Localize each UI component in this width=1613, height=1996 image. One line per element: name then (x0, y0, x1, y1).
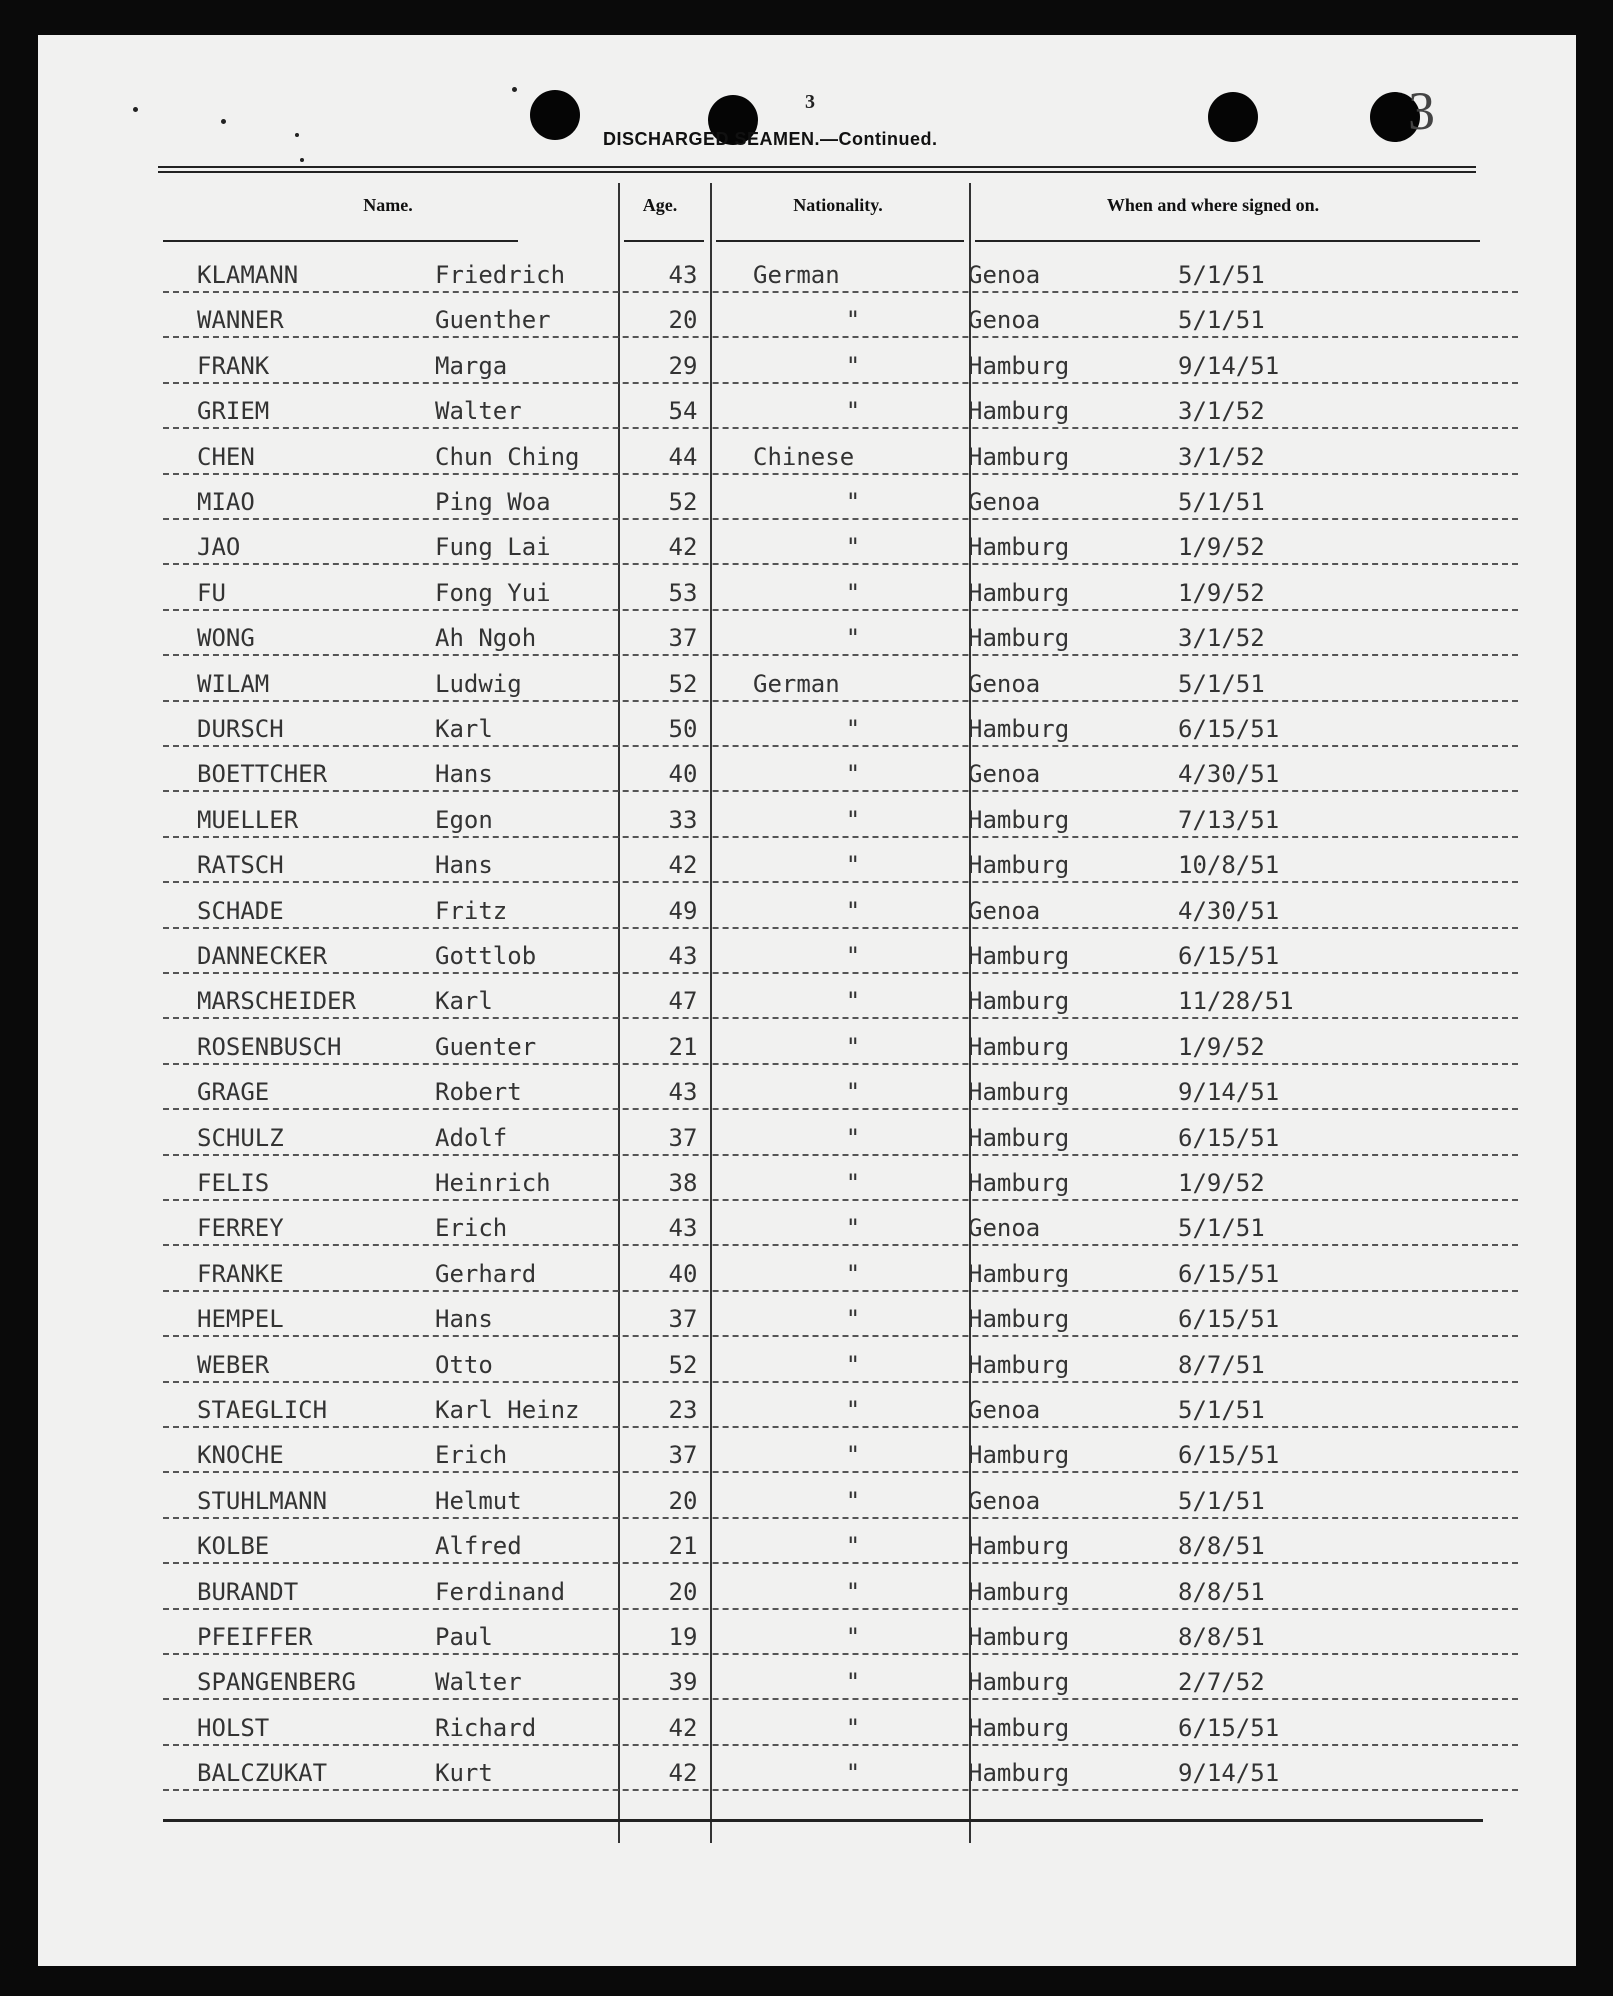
signed-on-port: Hamburg (968, 1350, 1070, 1379)
given-name: Helmut (435, 1486, 522, 1515)
signed-on-port: Hamburg (968, 1623, 1070, 1651)
signed-on-date: 6/15/51 (1178, 942, 1280, 970)
given-name: Karl Heinz (435, 1396, 580, 1424)
signed-on-date: 3/1/52 (1178, 442, 1265, 471)
age: 42 (668, 1713, 698, 1742)
age: 43 (668, 261, 698, 289)
signed-on-date: 6/15/51 (1178, 715, 1280, 743)
nationality: " (845, 1441, 861, 1470)
age: 52 (668, 1350, 698, 1379)
age: 42 (668, 533, 698, 562)
surname: FRANK (197, 351, 270, 380)
table-row (163, 1481, 1518, 1519)
document-page (38, 35, 1576, 1966)
nationality: Chinese (753, 442, 855, 471)
nationality: " (845, 1396, 861, 1424)
age: 40 (668, 760, 698, 789)
signed-on-port: Hamburg (968, 851, 1070, 880)
nationality: German (753, 669, 840, 698)
age: 52 (668, 669, 698, 698)
given-name: Erich (435, 1214, 508, 1243)
nationality: " (845, 1032, 861, 1061)
signed-on-port: Hamburg (968, 805, 1070, 834)
nationality: German (753, 261, 840, 289)
signed-on-date: 1/9/52 (1178, 533, 1265, 562)
nationality: " (845, 488, 861, 516)
age: 37 (668, 1305, 698, 1334)
signed-on-date: 8/8/51 (1178, 1623, 1265, 1651)
given-name: Ludwig (435, 669, 522, 698)
table-row (163, 573, 1518, 611)
nationality: " (845, 306, 861, 335)
signed-on-date: 8/7/51 (1178, 1350, 1265, 1379)
punch-hole (530, 90, 580, 140)
nationality: " (845, 624, 861, 653)
signed-on-port: Hamburg (968, 624, 1070, 653)
signed-on-date: 6/15/51 (1178, 1305, 1280, 1334)
surname: WILAM (197, 669, 270, 698)
surname: FELIS (197, 1169, 270, 1197)
signed-on-date: 3/1/52 (1178, 624, 1265, 653)
table-row (163, 1572, 1518, 1610)
nationality: " (845, 1078, 861, 1107)
signed-on-port: Genoa (968, 1214, 1041, 1243)
given-name: Erich (435, 1441, 508, 1470)
given-name: Fong Yui (435, 578, 551, 607)
signed-on-date: 8/8/51 (1178, 1532, 1265, 1561)
nationality: " (845, 1577, 861, 1606)
given-name: Karl (435, 715, 493, 743)
nationality: " (845, 1623, 861, 1651)
given-name: Guenther (435, 306, 551, 335)
surname: RATSCH (197, 851, 284, 880)
age: 19 (668, 1623, 698, 1651)
surname: STUHLMANN (197, 1486, 328, 1515)
nationality: " (845, 351, 861, 380)
nationality: " (845, 1350, 861, 1379)
table-row (163, 1345, 1518, 1383)
table-row (163, 1435, 1518, 1473)
speck (295, 133, 299, 137)
table-row (163, 1027, 1518, 1065)
given-name: Marga (435, 351, 508, 380)
age: 50 (668, 715, 698, 743)
table-row (163, 1072, 1518, 1110)
nationality: " (845, 805, 861, 834)
nationality: " (845, 715, 861, 743)
surname: HEMPEL (197, 1305, 284, 1334)
signed-on-date: 1/9/52 (1178, 1032, 1265, 1061)
signed-on-date: 11/28/51 (1178, 987, 1294, 1016)
table-row (163, 255, 1518, 293)
age: 43 (668, 1214, 698, 1243)
surname: BOETTCHER (197, 760, 328, 789)
age: 54 (668, 397, 698, 426)
given-name: Heinrich (435, 1169, 551, 1197)
age: 53 (668, 578, 698, 607)
signed-on-port: Hamburg (968, 1577, 1070, 1606)
given-name: Gerhard (435, 1259, 537, 1288)
given-name: Ping Woa (435, 488, 551, 516)
nationality: " (845, 1532, 861, 1561)
signed-on-date: 5/1/51 (1178, 669, 1265, 698)
given-name: Friedrich (435, 261, 566, 289)
header-rule-top (158, 166, 1476, 168)
column-header-underline (975, 240, 1480, 242)
given-name: Richard (435, 1713, 537, 1742)
table-row (163, 618, 1518, 656)
surname: KNOCHE (197, 1441, 284, 1470)
table-row (163, 300, 1518, 338)
table-row (163, 664, 1518, 702)
signed-on-date: 2/7/52 (1178, 1668, 1265, 1697)
table-row (163, 1299, 1518, 1337)
age: 23 (668, 1396, 698, 1424)
signed-on-port: Hamburg (968, 987, 1070, 1016)
corner-mark: 3 (1408, 81, 1435, 141)
table-row (163, 1662, 1518, 1700)
age: 20 (668, 1486, 698, 1515)
surname: GRAGE (197, 1078, 270, 1107)
nationality: " (845, 1123, 861, 1152)
given-name: Guenter (435, 1032, 537, 1061)
age: 49 (668, 896, 698, 925)
table-bottom-rule (163, 1819, 1483, 1822)
nationality: " (845, 851, 861, 880)
age: 47 (668, 987, 698, 1016)
table-row (163, 391, 1518, 429)
nationality: " (845, 1305, 861, 1334)
surname: MARSCHEIDER (197, 987, 356, 1016)
surname: MUELLER (197, 805, 299, 834)
surname: JAO (197, 533, 241, 562)
age: 39 (668, 1668, 698, 1697)
surname: KOLBE (197, 1532, 270, 1561)
signed-on-port: Hamburg (968, 397, 1070, 426)
signed-on-date: 10/8/51 (1178, 851, 1280, 880)
signed-on-date: 6/15/51 (1178, 1123, 1280, 1152)
signed-on-port: Hamburg (968, 1078, 1070, 1107)
table-row (163, 709, 1518, 747)
given-name: Gottlob (435, 942, 537, 970)
age: 43 (668, 942, 698, 970)
surname: WANNER (197, 306, 284, 335)
signed-on-port: Hamburg (968, 1259, 1070, 1288)
table-row (163, 1254, 1518, 1292)
signed-on-port: Genoa (968, 306, 1041, 335)
surname: KLAMANN (197, 261, 299, 289)
surname: FERREY (197, 1214, 284, 1243)
given-name: Adolf (435, 1123, 508, 1152)
table-row (163, 1390, 1518, 1428)
given-name: Hans (435, 760, 493, 789)
surname: CHEN (197, 442, 255, 471)
table-row (163, 891, 1518, 929)
signed-on-date: 4/30/51 (1178, 760, 1280, 789)
given-name: Otto (435, 1350, 493, 1379)
age: 21 (668, 1032, 698, 1061)
age: 43 (668, 1078, 698, 1107)
signed-on-date: 1/9/52 (1178, 1169, 1265, 1197)
given-name: Chun Ching (435, 442, 580, 471)
nationality: " (845, 578, 861, 607)
table-row (163, 1163, 1518, 1201)
table-row (163, 346, 1518, 384)
surname: BURANDT (197, 1577, 299, 1606)
signed-on-date: 5/1/51 (1178, 488, 1265, 516)
surname: WONG (197, 624, 255, 653)
age: 33 (668, 805, 698, 834)
age: 21 (668, 1532, 698, 1561)
signed-on-date: 9/14/51 (1178, 1759, 1280, 1788)
nationality: " (845, 1259, 861, 1288)
surname: DURSCH (197, 715, 284, 743)
surname: FRANKE (197, 1259, 284, 1288)
given-name: Walter (435, 1668, 522, 1697)
table-row (163, 845, 1518, 883)
given-name: Fritz (435, 896, 508, 925)
given-name: Alfred (435, 1532, 522, 1561)
signed-on-port: Genoa (968, 261, 1041, 289)
nationality: " (845, 397, 861, 426)
table-row (163, 800, 1518, 838)
table-row (163, 482, 1518, 520)
column-header-underline (163, 240, 518, 242)
table-row (163, 1208, 1518, 1246)
table-row (163, 437, 1518, 475)
column-header-underline (624, 240, 704, 242)
surname: PFEIFFER (197, 1623, 313, 1651)
surname: SPANGENBERG (197, 1668, 356, 1697)
column-header-underline (716, 240, 964, 242)
punch-hole (1208, 92, 1258, 142)
signed-on-port: Hamburg (968, 715, 1070, 743)
age: 44 (668, 442, 698, 471)
given-name: Egon (435, 805, 493, 834)
speck (300, 158, 304, 162)
signed-on-port: Hamburg (968, 1123, 1070, 1152)
given-name: Hans (435, 851, 493, 880)
header-rule-bottom (158, 171, 1476, 173)
given-name: Ferdinand (435, 1577, 566, 1606)
given-name: Karl (435, 987, 493, 1016)
table-row (163, 527, 1518, 565)
signed-on-date: 7/13/51 (1178, 805, 1280, 834)
signed-on-date: 3/1/52 (1178, 397, 1265, 426)
surname: FU (197, 578, 226, 607)
table-row (163, 981, 1518, 1019)
surname: WEBER (197, 1350, 270, 1379)
age: 37 (668, 1123, 698, 1152)
signed-on-port: Hamburg (968, 351, 1070, 380)
surname: MIAO (197, 488, 255, 516)
surname: HOLST (197, 1713, 270, 1742)
signed-on-date: 8/8/51 (1178, 1577, 1265, 1606)
column-header-signed-on: When and where signed on. (1106, 195, 1320, 215)
nationality: " (845, 896, 861, 925)
signed-on-port: Hamburg (968, 442, 1070, 471)
surname: SCHULZ (197, 1123, 284, 1152)
signed-on-port: Genoa (968, 1486, 1041, 1515)
signed-on-port: Hamburg (968, 1713, 1070, 1742)
column-header-nationality: Nationality. (793, 195, 883, 215)
page-title: DISCHARGED SEAMEN.—Continued. (603, 129, 938, 149)
age: 38 (668, 1169, 698, 1197)
signed-on-port: Hamburg (968, 1441, 1070, 1470)
signed-on-port: Hamburg (968, 1759, 1070, 1788)
nationality: " (845, 987, 861, 1016)
signed-on-port: Hamburg (968, 533, 1070, 562)
nationality: " (845, 1214, 861, 1243)
age: 42 (668, 1759, 698, 1788)
nationality: " (845, 760, 861, 789)
age: 29 (668, 351, 698, 380)
page-number: 3 (805, 91, 815, 113)
given-name: Robert (435, 1078, 522, 1107)
table-row (163, 1526, 1518, 1564)
signed-on-port: Genoa (968, 1396, 1041, 1424)
age: 20 (668, 306, 698, 335)
table-row (163, 1118, 1518, 1156)
given-name: Fung Lai (435, 533, 551, 562)
signed-on-port: Hamburg (968, 1668, 1070, 1697)
speck (221, 119, 226, 124)
signed-on-date: 4/30/51 (1178, 896, 1280, 925)
age: 40 (668, 1259, 698, 1288)
nationality: " (845, 1759, 861, 1788)
age: 20 (668, 1577, 698, 1606)
signed-on-port: Genoa (968, 669, 1041, 698)
signed-on-port: Genoa (968, 488, 1041, 516)
signed-on-date: 9/14/51 (1178, 1078, 1280, 1107)
given-name: Walter (435, 397, 522, 426)
nationality: " (845, 1713, 861, 1742)
surname: ROSENBUSCH (197, 1032, 342, 1061)
signed-on-date: 5/1/51 (1178, 1486, 1265, 1515)
signed-on-date: 1/9/52 (1178, 578, 1265, 607)
signed-on-date: 6/15/51 (1178, 1441, 1280, 1470)
signed-on-port: Hamburg (968, 942, 1070, 970)
table-row (163, 754, 1518, 792)
table-row (163, 1708, 1518, 1746)
surname: STAEGLICH (197, 1396, 328, 1424)
given-name: Paul (435, 1623, 493, 1651)
column-header-name: Name. (363, 195, 413, 215)
age: 37 (668, 624, 698, 653)
signed-on-port: Hamburg (968, 578, 1070, 607)
given-name: Hans (435, 1305, 493, 1334)
surname: BALCZUKAT (197, 1759, 328, 1788)
surname: SCHADE (197, 896, 284, 925)
signed-on-port: Hamburg (968, 1532, 1070, 1561)
nationality: " (845, 533, 861, 562)
table-row (163, 1617, 1518, 1655)
age: 37 (668, 1441, 698, 1470)
column-header-age: Age. (642, 195, 678, 215)
signed-on-port: Genoa (968, 760, 1041, 789)
signed-on-port: Hamburg (968, 1169, 1070, 1197)
signed-on-port: Hamburg (968, 1032, 1070, 1061)
signed-on-date: 5/1/51 (1178, 261, 1265, 289)
age: 42 (668, 851, 698, 880)
surname: GRIEM (197, 397, 270, 426)
signed-on-port: Hamburg (968, 1305, 1070, 1334)
given-name: Ah Ngoh (435, 624, 537, 653)
signed-on-date: 5/1/51 (1178, 1214, 1265, 1243)
signed-on-port: Genoa (968, 896, 1041, 925)
table-row (163, 1753, 1518, 1791)
nationality: " (845, 1668, 861, 1697)
signed-on-date: 6/15/51 (1178, 1713, 1280, 1742)
signed-on-date: 6/15/51 (1178, 1259, 1280, 1288)
speck (512, 87, 517, 92)
age: 52 (668, 488, 698, 516)
speck (133, 107, 138, 112)
nationality: " (845, 942, 861, 970)
surname: DANNECKER (197, 942, 328, 970)
given-name: Kurt (435, 1759, 493, 1788)
signed-on-date: 5/1/51 (1178, 306, 1265, 335)
nationality: " (845, 1169, 861, 1197)
table-row (163, 936, 1518, 974)
signed-on-date: 9/14/51 (1178, 351, 1280, 380)
signed-on-date: 5/1/51 (1178, 1396, 1265, 1424)
nationality: " (845, 1486, 861, 1515)
